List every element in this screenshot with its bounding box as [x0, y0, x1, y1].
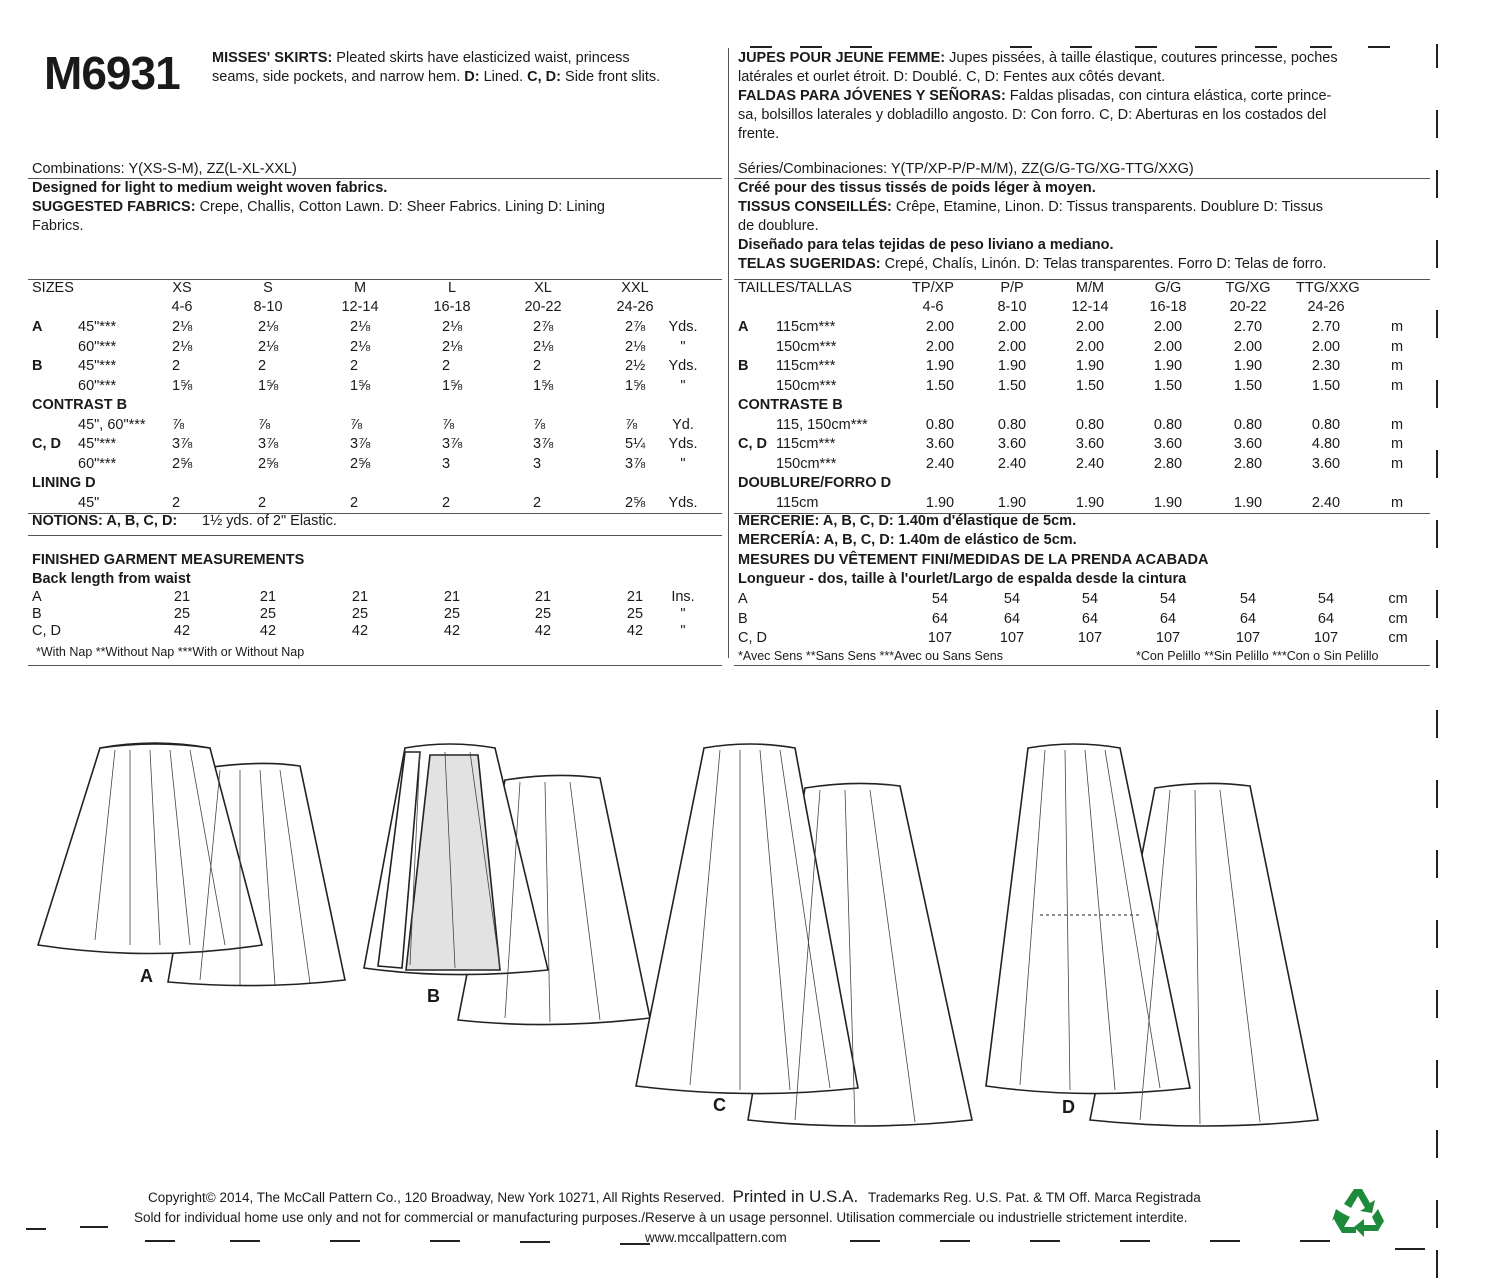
- notions-heading: NOTIONS: A, B, C, D:: [32, 513, 178, 529]
- divider: [28, 535, 722, 536]
- yardage-value: 2.00: [925, 338, 955, 355]
- yardage-value: 1.90: [1233, 494, 1263, 511]
- yardage-value: 3.60: [1075, 436, 1105, 452]
- measurement-value: 107: [1155, 630, 1181, 646]
- yardage-value: 1⅝: [625, 377, 646, 394]
- desc-text: frente.: [738, 126, 780, 142]
- yardage-value: ⅞: [625, 416, 638, 433]
- mercerie-text: MERCERIE: A, B, C, D: 1.40m d'élastique de 5cm.: [738, 513, 1077, 529]
- yardage-value: 2⅝: [258, 455, 279, 472]
- yardage-value: 2.00: [1153, 319, 1183, 335]
- size-name: L: [447, 280, 457, 296]
- measurement-value: 54: [1239, 591, 1257, 607]
- fabric-width: 150cm***: [776, 455, 837, 472]
- yardage-value: 2.80: [1153, 455, 1183, 472]
- yardage-value: 1.90: [997, 358, 1027, 374]
- yardage-value: 2.40: [997, 455, 1027, 472]
- yardage-value: 2⅛: [172, 338, 193, 355]
- yardage-value: 3.60: [925, 436, 955, 452]
- measurement-value: 54: [1317, 591, 1335, 607]
- yardage-value: 3.60: [997, 436, 1027, 452]
- yardage-value: 2⅛: [442, 319, 463, 335]
- unit-label: m: [1390, 436, 1404, 452]
- fabric-weight-text: Diseñado para telas tejidas de peso liviano a mediano.: [738, 237, 1114, 253]
- yardage-value: 3⅞: [258, 436, 279, 452]
- yardage-value: 2⅛: [258, 319, 279, 335]
- combinations-english: [32, 160, 722, 236]
- measurement-value: 107: [1313, 630, 1339, 646]
- size-range: 4-6: [922, 299, 944, 315]
- fabrics-text: Crepé, Chalís, Linón. D: Telas transparentes. Forro D: Telas de forro.: [880, 256, 1327, 272]
- view-label: B: [32, 606, 42, 622]
- size-range: 24-26: [616, 299, 654, 315]
- measurement-value: 107: [999, 630, 1025, 646]
- view-label: B: [738, 358, 749, 374]
- measurement-value: 25: [351, 606, 369, 622]
- yardage-value: 0.80: [1311, 416, 1341, 433]
- view-label-d: D: [1062, 1097, 1075, 1117]
- desc-text: D:: [464, 69, 480, 85]
- unit-label: m: [1390, 455, 1404, 472]
- yardage-value: 1⅝: [172, 377, 193, 394]
- yardage-value: 2: [442, 358, 451, 374]
- yardage-value: 2: [533, 358, 542, 374]
- yardage-value: 2.40: [925, 455, 955, 472]
- unit-label: cm: [1388, 591, 1408, 607]
- yardage-value: 1.90: [925, 358, 955, 374]
- measurement-value: 21: [351, 589, 369, 605]
- view-d-illustration: [986, 744, 1318, 1126]
- measurement-value: 42: [443, 623, 461, 639]
- desc-text: C, D:: [527, 69, 561, 85]
- nap-note: *Con Pelillo **Sin Pelillo ***Con o Sin Pelillo: [1136, 649, 1379, 663]
- yardage-value: 2.00: [925, 319, 955, 335]
- pattern-number: M6931: [44, 47, 180, 99]
- fabric-width: 115, 150cm***: [776, 416, 868, 433]
- desc-text: latérales et ourlet étroit. D: Doublé. C, D: Fentes aux côtés devant.: [738, 69, 1166, 85]
- unit-label: ": [680, 623, 686, 639]
- fabric-width: 115cm***: [776, 436, 836, 452]
- unit-label: ": [680, 455, 686, 472]
- view-label-a: A: [140, 966, 153, 986]
- yardage-value: 2.00: [997, 319, 1027, 335]
- unit-label: Yds.: [668, 358, 698, 374]
- fabrics-text: de doublure.: [738, 218, 819, 234]
- measurement-value: 64: [931, 610, 949, 627]
- measurement-value: 21: [534, 589, 552, 605]
- yardage-value: 2.00: [1233, 338, 1263, 355]
- yardage-row: [0, 357, 1404, 376]
- yardage-value: 3.60: [1153, 436, 1183, 452]
- yardage-value: 0.80: [997, 416, 1027, 433]
- website-link[interactable]: www.mccallpattern.com: [645, 1230, 787, 1245]
- size-name: TP/XP: [912, 280, 954, 296]
- yardage-value: 3⅞: [442, 436, 463, 452]
- measurement-value: 54: [1003, 591, 1021, 607]
- divider: [734, 513, 1430, 514]
- yardage-value: 2.00: [997, 338, 1027, 355]
- divider: [28, 513, 722, 514]
- size-range: 16-18: [433, 299, 471, 315]
- yardage-value: 2⅛: [172, 319, 193, 335]
- yardage-value: 2½: [625, 358, 646, 374]
- fabric-width: 150cm***: [776, 377, 837, 394]
- view-label: C, D: [738, 630, 767, 646]
- yardage-value: 2⅛: [533, 338, 554, 355]
- fabric-width: 45": [78, 494, 100, 511]
- desc-text: Side front slits.: [561, 69, 661, 85]
- yardage-value: 1.90: [1075, 358, 1105, 374]
- yardage-value: 2.00: [1311, 338, 1341, 355]
- fabric-width: 60"***: [78, 338, 117, 355]
- fabric-width: 115cm***: [776, 319, 836, 335]
- yardage-value: 2⅝: [350, 455, 371, 472]
- yardage-value: 1.90: [997, 494, 1027, 511]
- unit-label: Ins.: [671, 589, 695, 605]
- unit-label: cm: [1388, 610, 1408, 627]
- notions-text: 1½ yds. of 2" Elastic.: [202, 513, 337, 529]
- desc-text: Pleated skirts have elasticized waist, princess: [332, 50, 630, 66]
- fabrics-text: Crepe, Challis, Cotton Lawn. D: Sheer Fabrics. Lining D: Lining: [195, 199, 605, 215]
- fabric-width: 60"***: [78, 455, 117, 472]
- yardage-value: 2⅞: [625, 319, 646, 335]
- yardage-value: 2.00: [1075, 319, 1105, 335]
- view-label: CONTRAST B: [32, 397, 128, 413]
- yardage-value: 3.60: [1311, 455, 1341, 472]
- yardage-value: ⅞: [533, 416, 546, 433]
- yardage-value: 4.80: [1311, 436, 1341, 452]
- skirt-illustrations: [0, 700, 1489, 1130]
- measurement-value: 107: [927, 630, 953, 646]
- view-label: C, D: [32, 436, 61, 452]
- yardage-value: 1.90: [1075, 494, 1105, 511]
- trademarks-text: Trademarks Reg. U.S. Pat. & TM Off. Marca Registrada: [867, 1190, 1201, 1205]
- measurement-value: 25: [443, 606, 461, 622]
- yardage-value: 3⅞: [625, 455, 646, 472]
- size-range: 20-22: [1229, 299, 1267, 315]
- yardage-value: 2.70: [1311, 319, 1341, 335]
- fabric-width: 45"***: [78, 319, 117, 335]
- yardage-row: [0, 377, 1404, 396]
- desc-text: Lined.: [479, 69, 528, 85]
- size-range: 16-18: [1149, 299, 1187, 315]
- recycle-icon: [1330, 1187, 1386, 1239]
- yardage-value: 2⅛: [625, 338, 646, 355]
- fgm-subtitle: Back length from waist: [32, 571, 191, 587]
- view-label: CONTRASTE B: [738, 397, 843, 413]
- yardage-value: 1⅝: [533, 377, 554, 394]
- yardage-value: 2.70: [1233, 319, 1263, 335]
- measurement-value: 21: [626, 589, 644, 605]
- yardage-value: ⅞: [172, 416, 185, 433]
- yardage-row: [0, 435, 1404, 454]
- yardage-row: [0, 396, 843, 415]
- desc-text: sa, bolsillos laterales y dobladillo angosto. D: Con forro. C, D: Aberturas en los costados del: [738, 107, 1327, 123]
- fgm-title: MESURES DU VÊTEMENT FINI/MEDIDAS DE LA PRENDA ACABADA: [738, 552, 1209, 568]
- nap-note: *Avec Sens **Sans Sens ***Avec ou Sans Sens: [738, 649, 1003, 663]
- measurement-row: [0, 590, 1408, 609]
- yardage-value: 1.90: [1233, 358, 1263, 374]
- fabrics-heading: TELAS SUGERIDAS:: [738, 256, 881, 272]
- fabric-weight-text: Designed for light to medium weight woven fabrics.: [32, 180, 388, 196]
- yardage-value: 1.90: [1153, 494, 1183, 511]
- fgm-title: FINISHED GARMENT MEASUREMENTS: [32, 552, 305, 568]
- unit-label: m: [1390, 494, 1404, 511]
- fabrics-heading: SUGGESTED FABRICS:: [32, 199, 196, 215]
- yardage-value: 2⅝: [172, 455, 193, 472]
- measurement-value: 64: [1239, 610, 1257, 627]
- fabric-width: 115cm***: [776, 358, 836, 374]
- view-label: LINING D: [32, 475, 96, 491]
- view-label: DOUBLURE/FORRO D: [738, 475, 892, 491]
- yardage-value: 2: [258, 358, 267, 374]
- measurement-value: 64: [1081, 610, 1099, 627]
- yardage-value: ⅞: [442, 416, 455, 433]
- fabrics-text: Fabrics.: [32, 218, 84, 234]
- measurement-value: 42: [534, 623, 552, 639]
- unit-label: m: [1390, 338, 1404, 355]
- yardage-row: [0, 455, 1404, 474]
- fabrics-text: Crêpe, Etamine, Linon. D: Tissus transparents. Doublure D: Tissus: [891, 199, 1324, 215]
- usage-restriction-text: Sold for individual home use only and not for commercial or manufacturing purposes./Reserve à un usage personnel. Utilisation commerciale ou industrielle strictement interdite.: [134, 1210, 1188, 1225]
- yardage-value: 2: [258, 494, 267, 511]
- measurement-value: 25: [259, 606, 277, 622]
- yardage-value: 2.40: [1075, 455, 1105, 472]
- view-label: A: [738, 591, 748, 607]
- size-name: XL: [534, 280, 552, 296]
- yardage-value: 2: [442, 494, 451, 511]
- measurement-value: 21: [173, 589, 191, 605]
- size-name: XXL: [621, 280, 649, 296]
- view-c-illustration: [636, 744, 972, 1126]
- measurement-value: 64: [1003, 610, 1021, 627]
- unit-label: m: [1390, 358, 1404, 374]
- yardage-value: 2.40: [1311, 494, 1341, 511]
- view-label: A: [32, 319, 43, 335]
- yardage-value: 3⅞: [350, 436, 371, 452]
- size-range-row: [0, 298, 1345, 317]
- yardage-value: 3⅞: [533, 436, 554, 452]
- measurement-row: [0, 610, 1408, 629]
- view-label: A: [738, 319, 749, 335]
- desc-heading: MISSES' SKIRTS:: [212, 50, 333, 66]
- unit-label: m: [1390, 319, 1404, 335]
- measurement-value: 42: [173, 623, 191, 639]
- measurement-value: 42: [351, 623, 369, 639]
- fabric-width: 115cm: [776, 494, 819, 511]
- yardage-value: 2⅞: [533, 319, 554, 335]
- fabric-width: 45", 60"***: [78, 416, 146, 433]
- measurement-value: 25: [626, 606, 644, 622]
- measurement-value: 21: [443, 589, 461, 605]
- yardage-value: 2.80: [1233, 455, 1263, 472]
- measurement-value: 42: [626, 623, 644, 639]
- yardage-value: 1.50: [997, 377, 1027, 394]
- yardage-value: 1.50: [925, 377, 955, 394]
- yardage-value: 1.90: [925, 494, 955, 511]
- yardage-value: 2: [172, 494, 181, 511]
- size-name: M/M: [1075, 280, 1105, 296]
- yardage-row: [0, 338, 1404, 357]
- yardage-value: 5¼: [625, 436, 646, 452]
- size-range: 8-10: [253, 299, 283, 315]
- yardage-value: 2⅛: [258, 338, 279, 355]
- yardage-value: 2.00: [1075, 338, 1105, 355]
- measurement-value: 25: [173, 606, 191, 622]
- view-label-b: B: [427, 986, 440, 1006]
- size-range: 12-14: [1071, 299, 1109, 315]
- yardage-value: 2: [350, 494, 359, 511]
- view-label: C, D: [738, 436, 767, 452]
- yardage-value: 2⅛: [350, 338, 371, 355]
- yardage-value: 1.50: [1075, 377, 1105, 394]
- size-name: M: [353, 280, 367, 296]
- combinations-text: Séries/Combinaciones: Y(TP/XP-P/P-M/M), ZZ(G/G-TG/XG-TTG/XXG): [738, 161, 1194, 177]
- combinations-text: Combinations: Y(XS-S-M), ZZ(L-XL-XXL): [32, 161, 297, 177]
- fabric-width: 60"***: [78, 377, 117, 394]
- combinations-french-spanish: [738, 160, 1430, 274]
- yardage-value: 1⅝: [442, 377, 463, 394]
- measurement-value: 107: [1077, 630, 1103, 646]
- size-range: 4-6: [171, 299, 193, 315]
- yardage-value: 2⅛: [442, 338, 463, 355]
- unit-label: Yds.: [668, 319, 698, 335]
- yardage-value: ⅞: [350, 416, 363, 433]
- unit-label: Yds.: [668, 436, 698, 452]
- yardage-value: 1⅝: [258, 377, 279, 394]
- yardage-value: 1.50: [1233, 377, 1263, 394]
- yardage-value: 3.60: [1233, 436, 1263, 452]
- yardage-value: 2⅛: [350, 319, 371, 335]
- measurement-value: 107: [1235, 630, 1261, 646]
- yardage-value: 2⅝: [625, 494, 646, 511]
- yardage-value: 2: [350, 358, 359, 374]
- yardage-row: [0, 416, 1404, 435]
- description-english: [212, 49, 724, 87]
- desc-heading: JUPES POUR JEUNE FEMME:: [738, 50, 946, 66]
- measurement-value: 21: [259, 589, 277, 605]
- size-name: S: [263, 280, 273, 296]
- yardage-value: 0.80: [925, 416, 955, 433]
- notions-row: [32, 512, 722, 531]
- size-name: P/P: [1000, 280, 1024, 296]
- fabric-weight-text: Créé pour des tissus tissés de poids léger à moyen.: [738, 180, 1096, 196]
- unit-label: m: [1390, 377, 1404, 394]
- divider: [734, 665, 1430, 666]
- unit-label: ": [680, 377, 686, 394]
- view-label: B: [32, 358, 43, 374]
- view-label: A: [32, 589, 42, 605]
- yardage-value: 1.90: [1153, 358, 1183, 374]
- size-name: G/G: [1154, 280, 1182, 296]
- yardage-value: 1.50: [1311, 377, 1341, 394]
- size-range: 12-14: [341, 299, 379, 315]
- yardage-value: 0.80: [1075, 416, 1105, 433]
- measurement-value: 54: [1081, 591, 1099, 607]
- fabrics-heading: TISSUS CONSEILLÉS:: [738, 199, 892, 215]
- yardage-value: 2: [172, 358, 181, 374]
- desc-text: Faldas plisadas, con cintura elástica, corte prince-: [1005, 88, 1332, 104]
- size-header-label: TAILLES/TALLAS: [738, 280, 852, 296]
- measurement-value: 64: [1317, 610, 1335, 627]
- measurement-row: [0, 629, 1408, 648]
- view-label: C, D: [32, 623, 61, 639]
- copyright-line: Copyright© 2014, The McCall Pattern Co., 120 Broadway, New York 10271, All Rights Reserved.: [148, 1190, 725, 1205]
- printed-in-usa: Printed in U.S.A.: [732, 1187, 859, 1206]
- size-range: 20-22: [524, 299, 562, 315]
- yardage-row: [0, 318, 1404, 337]
- yardage-value: 1.50: [1153, 377, 1183, 394]
- yardage-value: 3: [533, 455, 542, 472]
- size-header-row: [0, 279, 1360, 298]
- desc-text: Jupes pissées, à taille élastique, coutures princesse, poches: [945, 50, 1338, 66]
- view-a-illustration: [38, 743, 345, 986]
- unit-label: ": [680, 338, 686, 355]
- fabric-width: 45"***: [78, 358, 117, 374]
- yardage-value: 2.00: [1153, 338, 1183, 355]
- size-range: 8-10: [997, 299, 1027, 315]
- size-name: TG/XG: [1225, 280, 1271, 296]
- view-label: B: [738, 610, 748, 627]
- size-range: 24-26: [1307, 299, 1345, 315]
- yardage-value: 0.80: [1233, 416, 1263, 433]
- yardage-value: 2.30: [1311, 358, 1341, 374]
- measurement-value: 54: [1159, 591, 1177, 607]
- copyright-text: [148, 1187, 1201, 1207]
- unit-label: Yd.: [672, 416, 694, 433]
- size-name: XS: [172, 280, 192, 296]
- description-french-spanish: [738, 49, 1430, 144]
- yardage-value: 3⅞: [172, 436, 193, 452]
- yardage-value: ⅞: [258, 416, 271, 433]
- yardage-row: [0, 494, 1404, 513]
- unit-label: ": [680, 606, 686, 622]
- measurement-value: 54: [931, 591, 949, 607]
- unit-label: cm: [1388, 630, 1408, 646]
- fabric-width: 150cm***: [776, 338, 837, 355]
- measurement-value: 42: [259, 623, 277, 639]
- measurement-value: 64: [1159, 610, 1177, 627]
- yardage-value: 0.80: [1153, 416, 1183, 433]
- nap-note: *With Nap **Without Nap ***With or Without Nap: [36, 645, 305, 659]
- desc-heading: FALDAS PARA JÓVENES Y SEÑORAS:: [738, 88, 1006, 104]
- merceria-text: MERCERÍA: A, B, C, D: 1.40m de elástico de 5cm.: [738, 532, 1077, 548]
- view-label-c: C: [713, 1095, 726, 1115]
- yardage-row: [0, 474, 892, 493]
- fgm-subtitle: Longueur - dos, taille à l'ourlet/Largo de espalda desde la cintura: [738, 571, 1187, 587]
- unit-label: m: [1390, 416, 1404, 433]
- unit-label: Yds.: [668, 494, 698, 511]
- size-header-label: SIZES: [32, 280, 74, 296]
- divider: [28, 665, 722, 666]
- desc-text: seams, side pockets, and narrow hem.: [212, 69, 465, 85]
- fabric-width: 45"***: [78, 436, 117, 452]
- yardage-value: 1⅝: [350, 377, 371, 394]
- size-name: TTG/XXG: [1296, 280, 1360, 296]
- measurement-value: 25: [534, 606, 552, 622]
- yardage-value: 2: [533, 494, 542, 511]
- yardage-value: 3: [442, 455, 451, 472]
